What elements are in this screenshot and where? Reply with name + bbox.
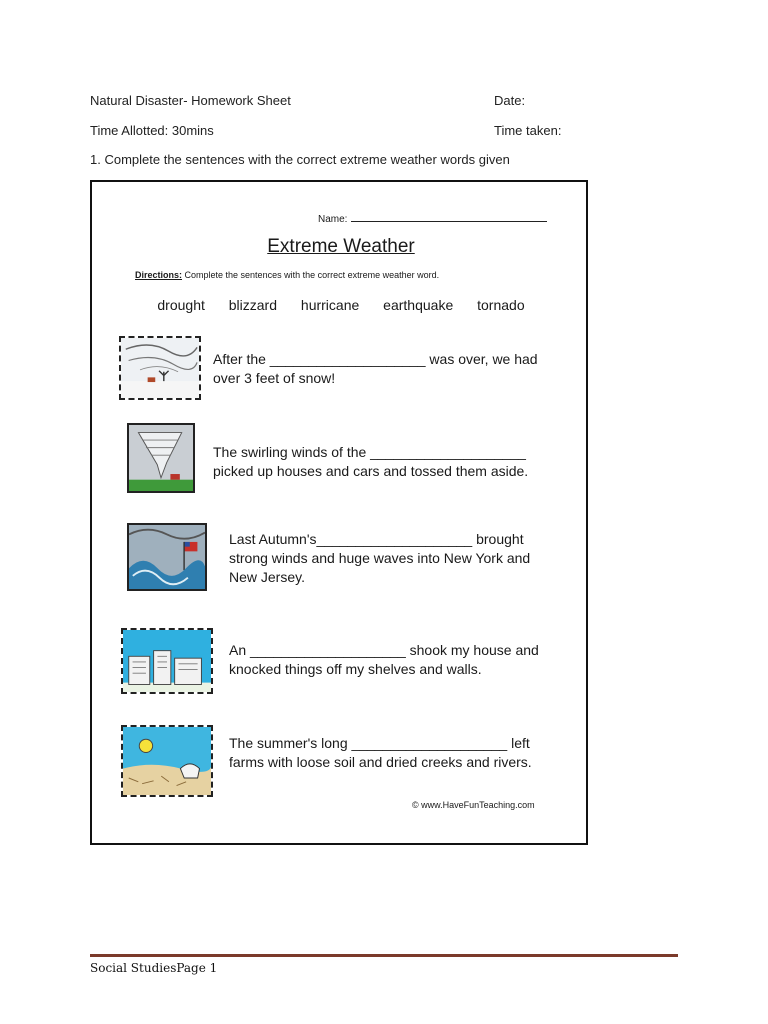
name-label: Name: bbox=[318, 214, 348, 225]
sentence-line: An ____________________ shook my house and bbox=[229, 642, 539, 658]
credit: © www.HaveFunTeaching.com bbox=[412, 800, 535, 810]
worksheet-title: Extreme Weather bbox=[267, 236, 415, 257]
directions-text: Complete the sentences with the correct extreme weather word. bbox=[182, 270, 440, 280]
hurricane-icon bbox=[127, 523, 207, 591]
sentence-5 bbox=[229, 734, 532, 772]
sentence-line: strong winds and huge waves into New York and bbox=[229, 550, 531, 566]
word-bank-item: tornado bbox=[477, 297, 525, 313]
word-bank-item: hurricane bbox=[300, 297, 360, 313]
name-line bbox=[318, 212, 547, 225]
footer-text: Social StudiesPage 1 bbox=[90, 961, 218, 975]
directions bbox=[135, 270, 439, 280]
blizzard-icon bbox=[119, 336, 201, 400]
sentence-line: farms with loose soil and dried creeks and rivers. bbox=[229, 754, 532, 770]
sentence-line: over 3 feet of snow! bbox=[213, 370, 336, 386]
drought-icon bbox=[121, 725, 213, 797]
sentence-line: The swirling winds of the ____________________ bbox=[213, 444, 526, 460]
sentence-3 bbox=[229, 530, 530, 587]
word-bank-item: drought bbox=[157, 297, 205, 313]
time-allotted: Time Allotted: 30mins bbox=[90, 123, 214, 138]
date-label: Date: bbox=[494, 93, 526, 108]
time-taken-label: Time taken: bbox=[494, 123, 562, 138]
directions-label: Directions: bbox=[135, 270, 183, 280]
sentence-4 bbox=[229, 641, 539, 679]
sentence-1 bbox=[213, 350, 538, 388]
sentence-line: picked up houses and cars and tossed them aside. bbox=[213, 463, 529, 479]
footer-rule bbox=[90, 954, 678, 957]
instruction: 1. Complete the sentences with the correct extreme weather words given bbox=[90, 152, 510, 167]
word-bank-item: earthquake bbox=[383, 297, 454, 313]
sentence-line: Last Autumn's____________________ brought bbox=[229, 531, 524, 547]
sentence-2 bbox=[213, 443, 528, 481]
sentence-line: After the ____________________ was over, we had bbox=[213, 351, 538, 367]
word-bank-item: blizzard bbox=[228, 297, 278, 313]
name-blank bbox=[351, 212, 547, 222]
header-title: Natural Disaster- Homework Sheet bbox=[90, 93, 291, 108]
sentence-line: New Jersey. bbox=[229, 569, 305, 585]
word-bank bbox=[92, 297, 590, 313]
tornado-icon bbox=[127, 423, 195, 493]
worksheet bbox=[90, 180, 588, 845]
earthquake-icon bbox=[121, 628, 213, 694]
sentence-line: The summer's long ____________________ left bbox=[229, 735, 530, 751]
sentence-line: knocked things off my shelves and walls. bbox=[229, 661, 482, 677]
